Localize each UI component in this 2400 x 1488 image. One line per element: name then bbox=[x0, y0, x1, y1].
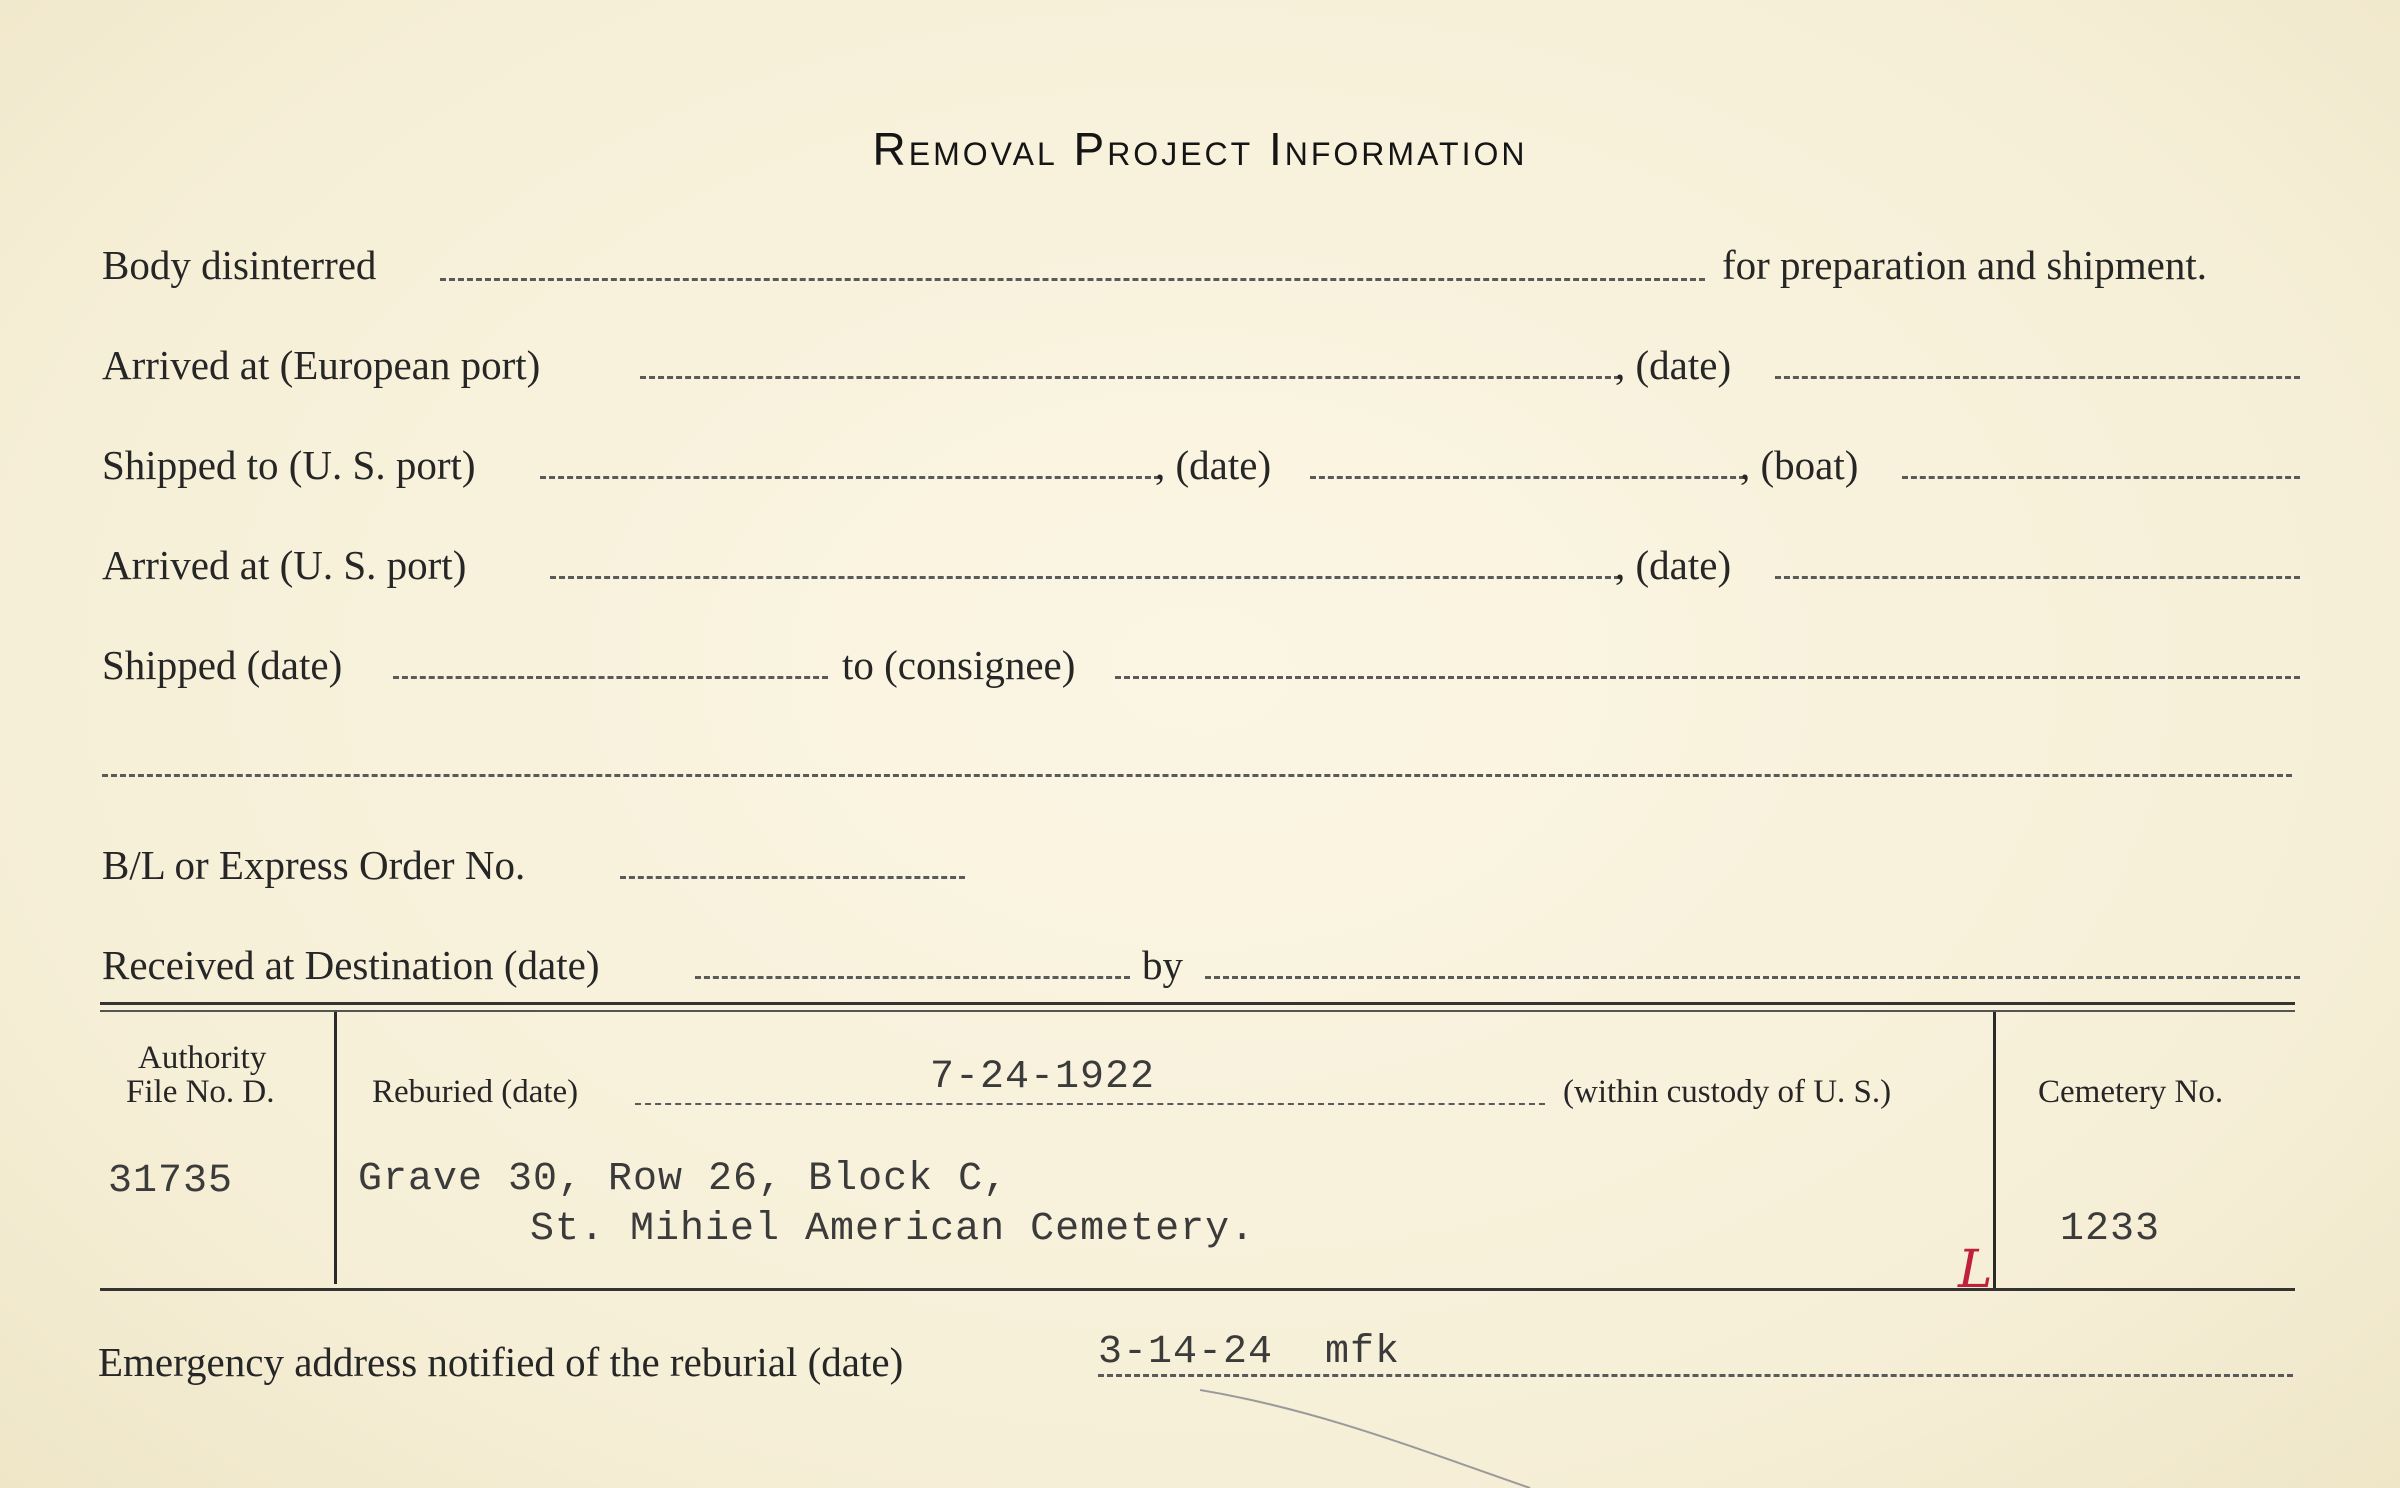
arrived-european-port-label: Arrived at (European port) bbox=[102, 342, 541, 388]
shipped-to-us-boat-field bbox=[1902, 476, 2300, 479]
shipped-to-us-port-field bbox=[540, 476, 1160, 479]
consignee-label: to (consignee) bbox=[842, 642, 1076, 688]
arrived-european-date-label: , (date) bbox=[1615, 342, 1732, 388]
cemetery-no-label: Cemetery No. bbox=[2038, 1074, 2224, 1110]
arrived-us-port-field bbox=[550, 576, 1620, 579]
arrived-us-date-label: , (date) bbox=[1615, 542, 1732, 588]
shipped-date-field bbox=[393, 676, 828, 679]
arrived-us-date-field bbox=[1775, 576, 2300, 579]
emergency-address-label: Emergency address notified of the reburial (date) bbox=[98, 1339, 904, 1385]
arrived-european-port-field bbox=[640, 376, 1620, 379]
bl-express-order-field bbox=[620, 876, 965, 879]
reburied-date-field bbox=[635, 1103, 1545, 1105]
received-by-field bbox=[1205, 976, 2300, 979]
body-disinterred-field bbox=[440, 278, 1705, 281]
arrived-european-date-field bbox=[1775, 376, 2300, 379]
red-check-mark: L bbox=[1958, 1240, 1993, 1300]
pencil-stroke-mark bbox=[1200, 1380, 1560, 1488]
table-divider-left bbox=[334, 1012, 337, 1284]
shipped-date-label: Shipped (date) bbox=[102, 642, 343, 688]
preparation-shipment-label: for preparation and shipment. bbox=[1722, 242, 2208, 288]
consignee-field bbox=[1115, 676, 2300, 679]
emergency-date-field bbox=[1098, 1374, 2293, 1377]
card-title: Removal Project Information bbox=[872, 123, 1528, 175]
authority-label: Authority bbox=[138, 1040, 267, 1076]
received-destination-date-field bbox=[695, 976, 1130, 979]
file-no-label: File No. D. bbox=[126, 1074, 275, 1110]
received-by-label: by bbox=[1142, 942, 1183, 988]
table-top-rule bbox=[100, 1002, 2295, 1005]
grave-location-line2: St. Mihiel American Cemetery. bbox=[530, 1207, 1256, 1252]
reburied-date-value: 7-24-1922 bbox=[930, 1055, 1156, 1100]
received-destination-label: Received at Destination (date) bbox=[102, 942, 600, 988]
consignee-continuation-field bbox=[102, 774, 2292, 777]
table-top-rule-inner bbox=[100, 1010, 2295, 1012]
shipped-to-us-date-field bbox=[1310, 476, 1745, 479]
emergency-date-value: 3-14-24 bbox=[1098, 1330, 1274, 1375]
bl-express-order-label: B/L or Express Order No. bbox=[102, 842, 526, 888]
table-divider-right bbox=[1993, 1012, 1996, 1288]
shipped-to-us-port-label: Shipped to (U. S. port) bbox=[102, 442, 476, 488]
emergency-initials: mfk bbox=[1325, 1330, 1401, 1375]
authority-file-number: 31735 bbox=[108, 1159, 234, 1204]
grave-location-line1: Grave 30, Row 26, Block C, bbox=[358, 1157, 1009, 1202]
reburied-date-label: Reburied (date) bbox=[372, 1074, 579, 1110]
shipped-to-us-boat-label: , (boat) bbox=[1740, 442, 1859, 488]
body-disinterred-label: Body disinterred bbox=[102, 242, 377, 288]
arrived-us-port-label: Arrived at (U. S. port) bbox=[102, 542, 467, 588]
shipped-to-us-date-label: , (date) bbox=[1155, 442, 1272, 488]
custody-label: (within custody of U. S.) bbox=[1563, 1074, 1892, 1110]
cemetery-number: 1233 bbox=[2060, 1207, 2161, 1252]
